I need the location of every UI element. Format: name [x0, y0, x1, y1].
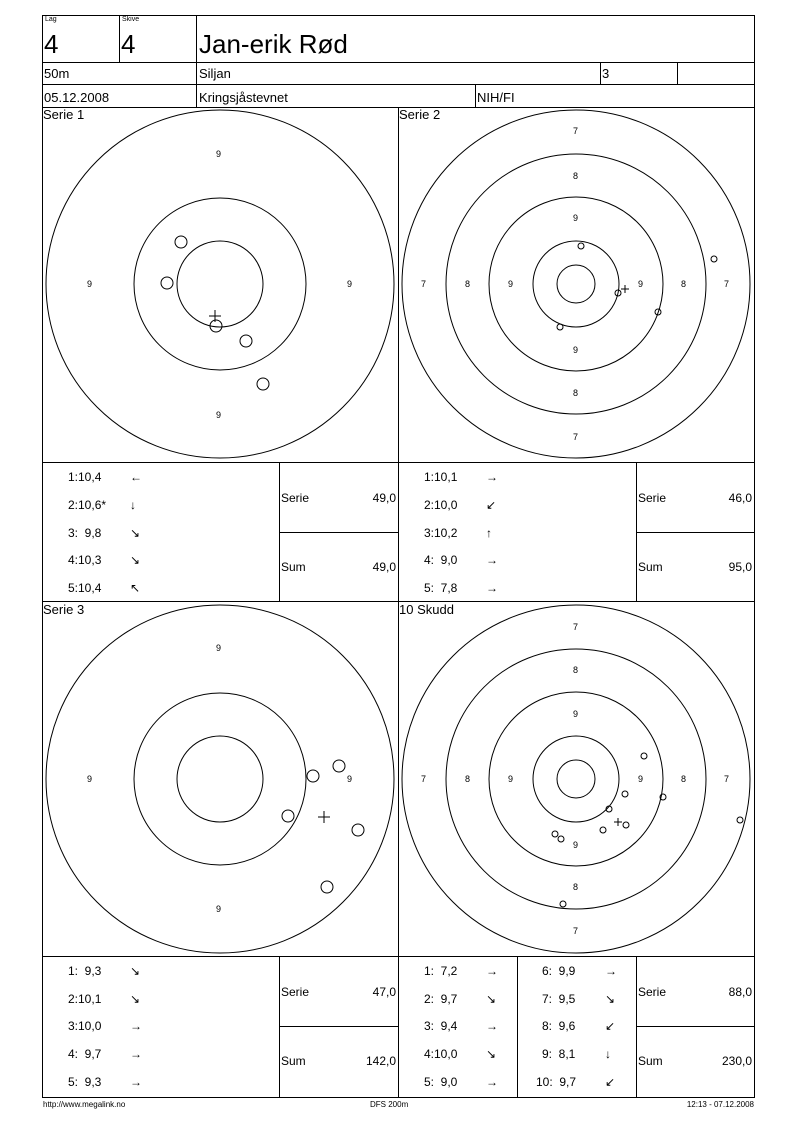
shot-direction-icon: →: [130, 1047, 142, 1061]
shot-value: 1:10,4: [68, 470, 102, 484]
shot-direction-icon: →: [486, 1019, 498, 1033]
shot-value: 3:10,0: [68, 1019, 102, 1033]
shot-direction-icon: ↘: [605, 992, 616, 1006]
shot-hole: [560, 901, 566, 907]
shot-hole: [623, 822, 629, 828]
shot-value: 1:10,1: [424, 470, 458, 484]
ring-number: 9: [573, 345, 579, 355]
shot-direction-icon: ↘: [130, 526, 141, 540]
ring-number: 8: [465, 279, 471, 289]
shot-direction-icon: →: [486, 581, 498, 595]
center-mark: [614, 818, 622, 826]
shot-value: 4:10,3: [68, 553, 102, 567]
sum-label: Sum: [281, 1054, 306, 1068]
shot-direction-icon: →: [130, 1075, 142, 1089]
shot-value: 4: 9,0: [424, 553, 458, 567]
shot-direction-icon: →: [605, 964, 617, 978]
shot-direction-icon: ↘: [130, 992, 141, 1006]
date: 05.12.2008: [44, 90, 110, 105]
shot-direction-icon: ←: [130, 470, 142, 484]
ring-number: 7: [573, 622, 579, 632]
shot-value: 9: 8,1: [542, 1047, 576, 1061]
ring-number: 9: [347, 774, 353, 784]
sum-score: 142,0: [365, 1054, 396, 1068]
ring-number: 9: [573, 213, 579, 223]
shot-hole: [600, 827, 606, 833]
ring-number: 8: [465, 774, 471, 784]
ring-number: 7: [573, 126, 579, 136]
ring-number: 9: [216, 149, 222, 159]
shot-direction-icon: ↘: [486, 992, 497, 1006]
shot-value: 2:10,6*: [68, 498, 107, 512]
shot-value: 3: 9,4: [424, 1019, 458, 1033]
footer-url: http://www.megalink.no: [43, 1100, 126, 1109]
ring-7: [446, 649, 706, 909]
serie-score: 47,0: [372, 985, 396, 999]
shot-direction-icon: ↙: [486, 498, 497, 512]
shot-value: 5: 9,3: [68, 1075, 102, 1089]
shot-hole: [622, 791, 628, 797]
ring-number: 9: [87, 774, 93, 784]
shot-direction-icon: ↘: [130, 964, 141, 978]
shot-direction-icon: ↖: [130, 581, 141, 595]
panel-title-serie-1: Serie 1: [43, 107, 85, 122]
shot-direction-icon: →: [486, 470, 498, 484]
ring-number: 7: [573, 432, 579, 442]
shot-direction-icon: ↙: [605, 1075, 616, 1089]
ring-number: 7: [724, 774, 730, 784]
footer-system: DFS 200m: [370, 1100, 409, 1109]
ring-number: 9: [347, 279, 353, 289]
ring-number: 9: [573, 840, 579, 850]
sum-score: 49,0: [372, 560, 396, 574]
distance: 50m: [44, 66, 70, 81]
shot-direction-icon: ↓: [130, 498, 136, 512]
ring-x: [557, 760, 595, 798]
skive-value: 4: [121, 29, 136, 59]
shot-hole: [552, 831, 558, 837]
panel-title-10-skudd: 10 Skudd: [399, 602, 454, 617]
shot-value: 6: 9,9: [542, 964, 576, 978]
sum-score: 230,0: [721, 1054, 752, 1068]
ring-number: 8: [573, 171, 579, 181]
shot-value: 2:10,0: [424, 498, 458, 512]
shot-hole: [558, 836, 564, 842]
shot-direction-icon: →: [130, 1019, 142, 1033]
ring-number: 8: [681, 774, 687, 784]
club: Siljan: [199, 66, 231, 81]
serie-label: Serie: [638, 491, 667, 505]
sum-label: Sum: [281, 560, 306, 574]
ring-number: 9: [216, 410, 222, 420]
shot-hole: [737, 817, 743, 823]
shot-value: 1: 7,2: [424, 964, 458, 978]
shot-value: 7: 9,5: [542, 992, 576, 1006]
organization: NIH/FI: [477, 90, 515, 105]
ring-number: 8: [573, 665, 579, 675]
ring-number: 7: [573, 926, 579, 936]
shot-value: 3: 9,8: [68, 526, 102, 540]
ring-number: 9: [87, 279, 93, 289]
shot-value: 10: 9,7: [536, 1075, 577, 1089]
shot-direction-icon: ↙: [605, 1019, 616, 1033]
shot-direction-icon: ↘: [486, 1047, 497, 1061]
shot-value: 3:10,2: [424, 526, 458, 540]
ring-number: 7: [724, 279, 730, 289]
ring-number: 9: [638, 774, 644, 784]
ring-number: 9: [638, 279, 644, 289]
event-name: Kringsjåstevnet: [199, 90, 288, 105]
shot-value: 4: 9,7: [68, 1047, 102, 1061]
shot-direction-icon: →: [486, 553, 498, 567]
sum-score: 95,0: [728, 560, 752, 574]
ring-number: 8: [573, 882, 579, 892]
shot-direction-icon: ↑: [486, 526, 492, 540]
serie-score: 49,0: [372, 491, 396, 505]
shot-direction-icon: →: [486, 964, 498, 978]
shot-direction-icon: ↘: [130, 553, 141, 567]
ring-number: 9: [216, 904, 222, 914]
shot-value: 4:10,0: [424, 1047, 458, 1061]
ring-number: 9: [216, 643, 222, 653]
skive-label: Skive: [122, 16, 140, 23]
sum-label: Sum: [638, 560, 663, 574]
serie-label: Serie: [638, 985, 667, 999]
shot-value: 1: 9,3: [68, 964, 102, 978]
shot-value: 2:10,1: [68, 992, 102, 1006]
serie-label: Serie: [281, 491, 310, 505]
shot-hole: [641, 753, 647, 759]
serie-label: Serie: [281, 985, 310, 999]
ring-number: 8: [681, 279, 687, 289]
sum-label: Sum: [638, 1054, 663, 1068]
ring-number: 9: [573, 709, 579, 719]
shooter-class: 3: [602, 66, 610, 81]
shot-value: 5:10,4: [68, 581, 102, 595]
ring-number: 8: [573, 388, 579, 398]
footer-timestamp: 12:13 - 07.12.2008: [686, 1100, 754, 1109]
shooter-name: Jan-erik Rød: [199, 29, 348, 59]
ring-number: 7: [421, 279, 427, 289]
shot-value: 2: 9,7: [424, 992, 458, 1006]
serie-score: 46,0: [728, 491, 752, 505]
ring-number: 7: [421, 774, 427, 784]
lag-value: 4: [44, 29, 59, 59]
lag-label: Lag: [45, 16, 57, 23]
shot-value: 5: 9,0: [424, 1075, 458, 1089]
panel-title-serie-3: Serie 3: [43, 602, 85, 617]
panel-title-serie-2: Serie 2: [399, 107, 441, 122]
serie-score: 88,0: [728, 985, 752, 999]
shot-value: 5: 7,8: [424, 581, 458, 595]
shot-direction-icon: ↓: [605, 1047, 611, 1061]
ring-outer: [402, 605, 750, 953]
shot-value: 8: 9,6: [542, 1019, 576, 1033]
ring-number: 9: [508, 279, 514, 289]
shot-direction-icon: →: [486, 1075, 498, 1089]
ring-number: 9: [508, 774, 514, 784]
